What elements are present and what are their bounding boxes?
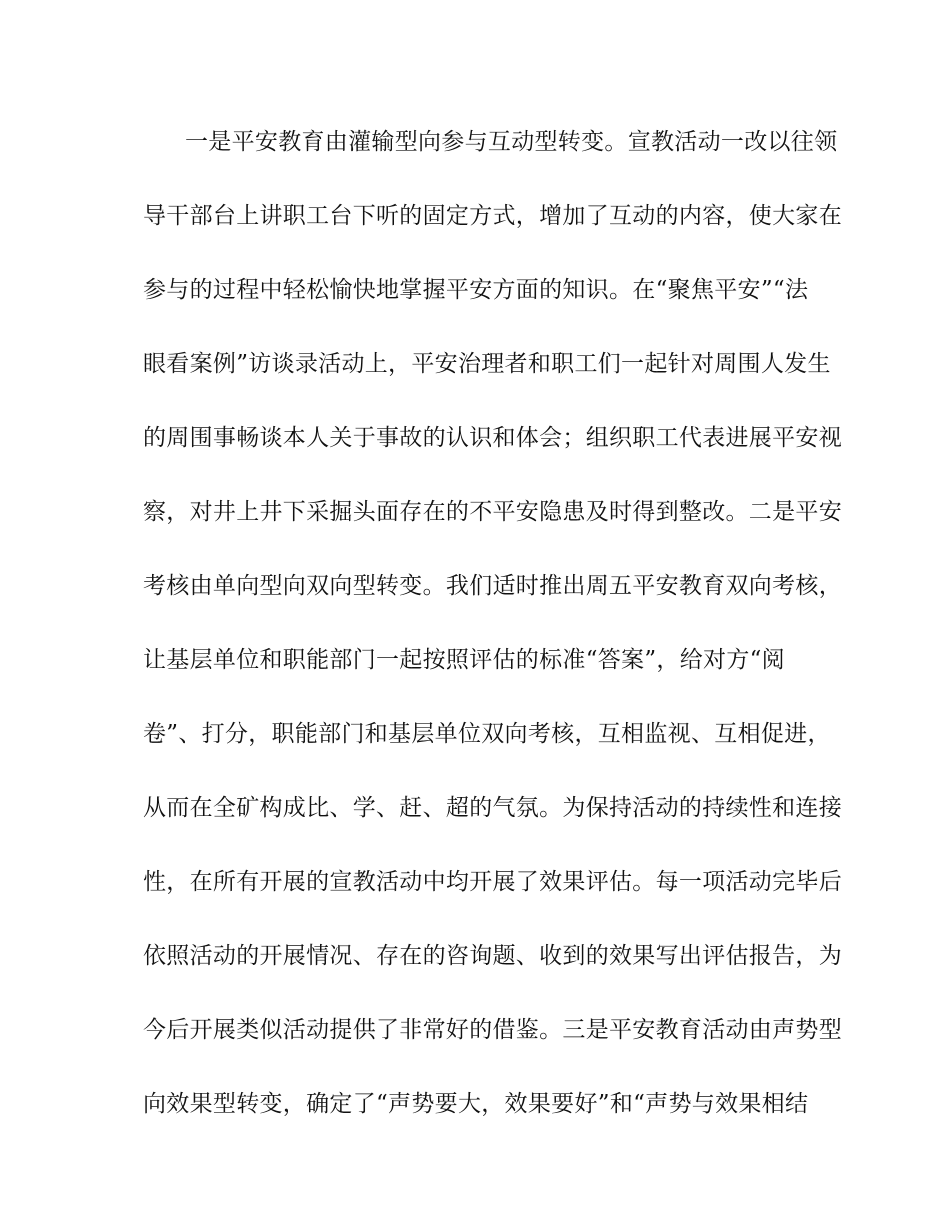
text-line: 察，对井上井下采掘头面存在的不平安隐患及时得到整改。二是平安 (143, 499, 842, 525)
text-line: 导干部台上讲职工台下听的固定方式，增加了互动的内容，使大家在 (143, 203, 842, 229)
text-line: 一是平安教育由灌输型向参与互动型转变。宣教活动一改以往领 (185, 129, 838, 155)
text-line: 参与的过程中轻松愉快地掌握平安方面的知识。在“聚焦平安”“法 (143, 277, 809, 303)
text-line: 依照活动的开展情况、存在的咨询题、收到的效果写出评估报告，为 (143, 943, 842, 969)
text-line: 眼看案例”访谈录活动上，平安治理者和职工们一起针对周围人发生 (143, 351, 831, 377)
text-line: 向效果型转变，确定了“声势要大，效果要好”和“声势与效果相结 (143, 1091, 809, 1117)
text-line: 今后开展类似活动提供了非常好的借鉴。三是平安教育活动由声势型 (143, 1017, 842, 1043)
text-line: 从而在全矿构成比、学、赶、超的气氛。为保持活动的持续性和连接 (143, 795, 842, 821)
text-line: 卷”、打分，职能部门和基层单位双向考核，互相监视、互相促进， (143, 721, 831, 747)
text-line: 考核由单向型向双向型转变。我们适时推出周五平安教育双向考核， (143, 573, 842, 599)
text-line: 的周围事畅谈本人关于事故的认识和体会；组织职工代表进展平安视 (143, 425, 842, 451)
text-line: 让基层单位和职能部门一起按照评估的标准“答案”，给对方“阅 (143, 647, 785, 673)
text-line: 性，在所有开展的宣教活动中均开展了效果评估。每一项活动完毕后 (143, 869, 842, 895)
